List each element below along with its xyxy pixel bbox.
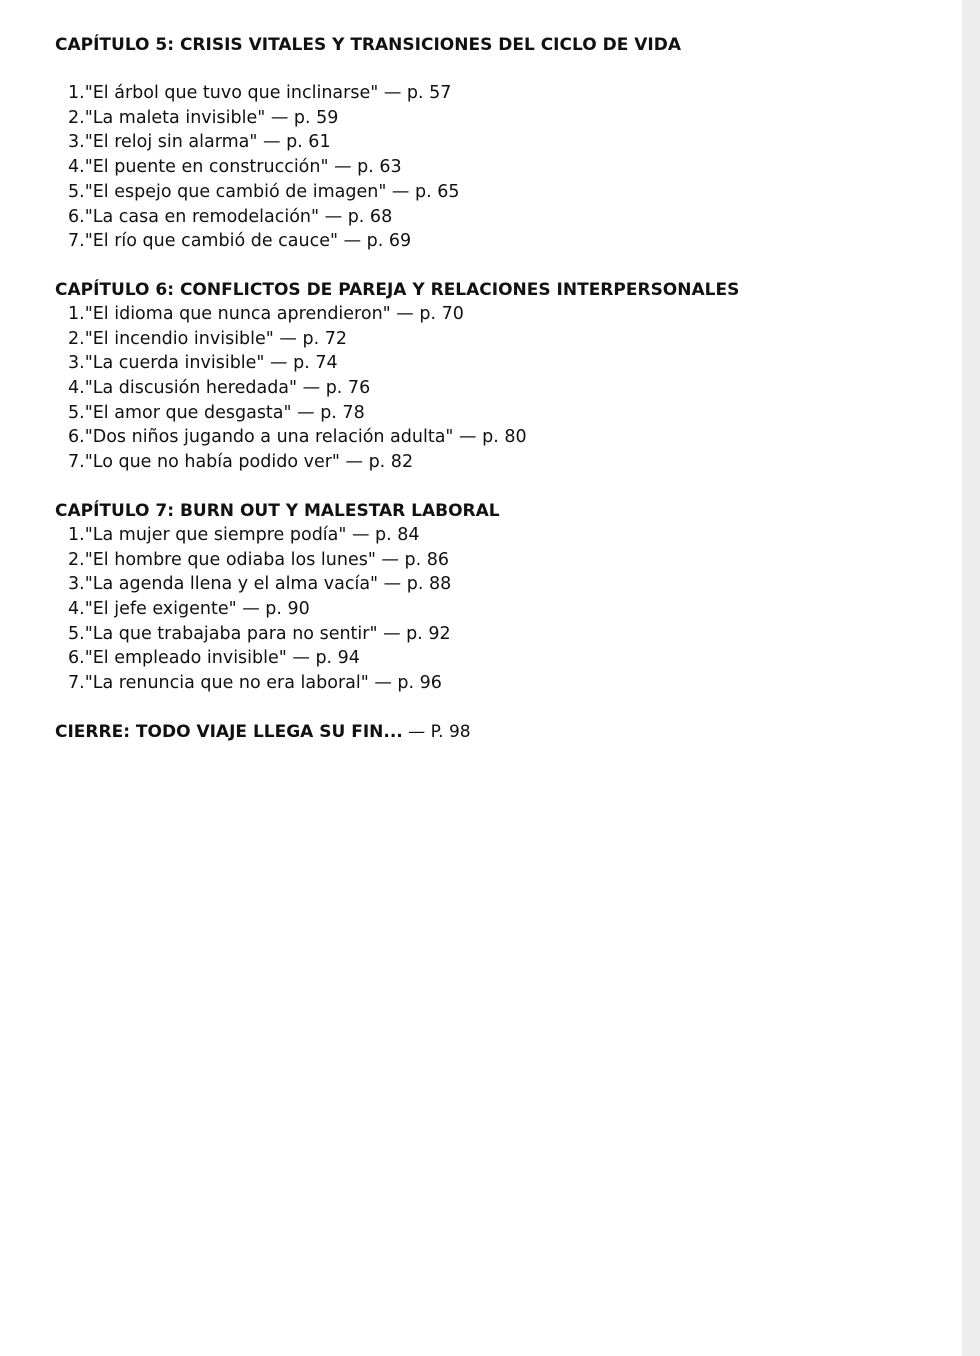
list-item: 2."El incendio invisible" — p. 72 [68, 328, 347, 349]
list-item: 5."La que trabajaba para no sentir" — p. 92 [68, 623, 451, 644]
chapter-entries [55, 81, 935, 254]
list-item: 1."El idioma que nunca aprendieron" — p. 70 [68, 303, 464, 324]
closing-page: — P. 98 [402, 721, 471, 742]
chapter-6-section [55, 278, 935, 475]
list-item: 5."El amor que desgasta" — p. 78 [68, 402, 365, 423]
list-item: 5."El espejo que cambió de imagen" — p. 65 [68, 181, 460, 202]
table-of-contents [55, 33, 935, 744]
list-item: 1."La mujer que siempre podía" — p. 84 [68, 524, 420, 545]
chapter-title: CAPÍTULO 5: CRISIS VITALES Y TRANSICIONES DEL CICLO DE VIDA [55, 35, 681, 55]
chapter-entries [55, 523, 935, 696]
list-item: 7."El río que cambió de cauce" — p. 69 [68, 231, 412, 252]
list-item: 7."Lo que no había podido ver" — p. 82 [68, 452, 414, 473]
scrollbar[interactable] [962, 0, 980, 1356]
list-item: 1."El árbol que tuvo que inclinarse" — p. 57 [68, 83, 452, 103]
chapter-title: CAPÍTULO 7: BURN OUT Y MALESTAR LABORAL [55, 500, 500, 521]
list-item: 3."La cuerda invisible" — p. 74 [68, 353, 338, 374]
list-item: 6."Dos niños jugando a una relación adulta" — p. 80 [68, 427, 527, 448]
list-item: 4."El jefe exigente" — p. 90 [68, 598, 310, 619]
chapter-7-section [55, 499, 935, 696]
list-item: 6."La casa en remodelación" — p. 68 [68, 206, 393, 227]
chapter-title: CAPÍTULO 6: CONFLICTOS DE PAREJA Y RELACIONES INTERPERSONALES [55, 279, 740, 300]
list-item: 4."El puente en construcción" — p. 63 [68, 157, 402, 178]
closing-title: CIERRE: TODO VIAJE LLEGA SU FIN... [55, 721, 403, 742]
chapter-entries [55, 302, 935, 475]
list-item: 6."El empleado invisible" — p. 94 [68, 648, 360, 669]
list-item: 4."La discusión heredada" — p. 76 [68, 378, 371, 399]
list-item: 2."La maleta invisible" — p. 59 [68, 107, 339, 128]
closing-entry [55, 720, 935, 744]
list-item: 2."El hombre que odiaba los lunes" — p. 86 [68, 549, 450, 570]
chapter-5-section [55, 33, 935, 254]
list-item: 3."La agenda llena y el alma vacía" — p. 88 [68, 574, 452, 595]
list-item: 7."La renuncia que no era laboral" — p. 96 [68, 673, 442, 694]
list-item: 3."El reloj sin alarma" — p. 61 [68, 132, 331, 153]
